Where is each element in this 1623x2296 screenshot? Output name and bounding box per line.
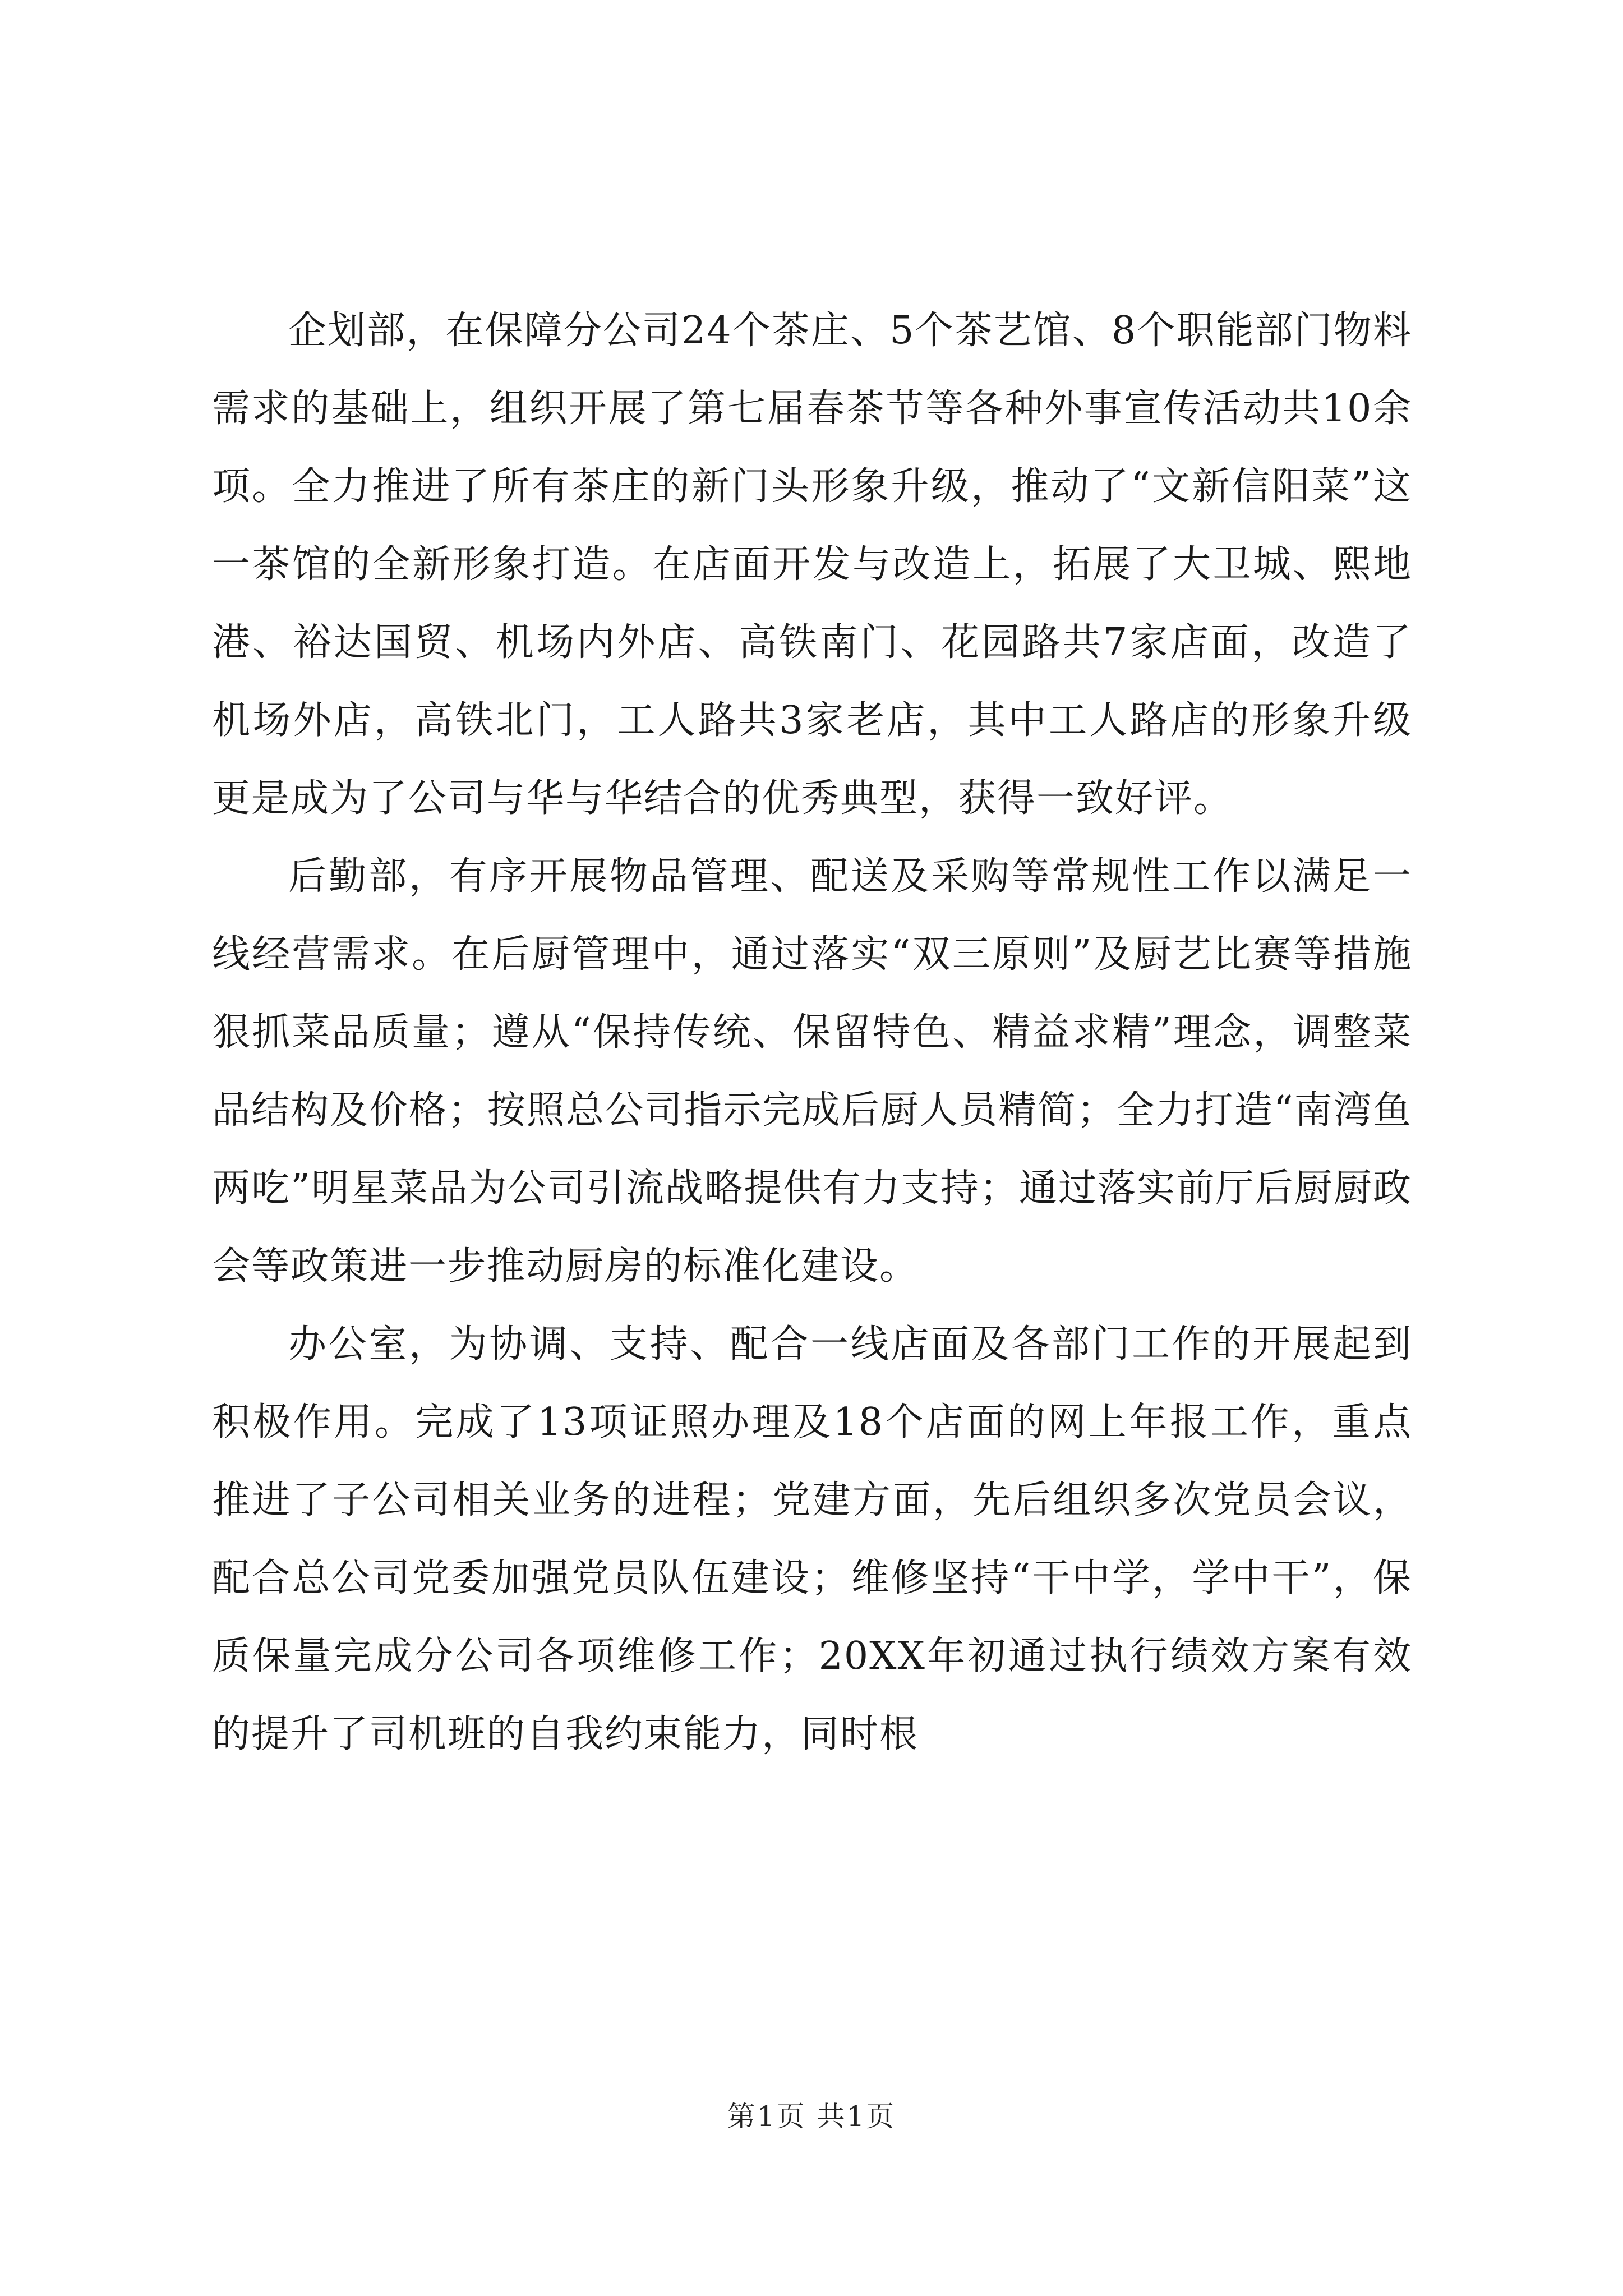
- paragraph-office: 办公室，为协调、支持、配合一线店面及各部门工作的开展起到积极作用。完成了13项证照办理及18个店面的网上年报工作，重点推进了子公司相关业务的进程；党建方面，先后组织多次党员会议，配合总公司党委加强党员队伍建设；维修坚持“干中学，学中干”，保质保量完成分公司各项维修工作；20XX年初通过执行绩效方案有效的提升了司机班的自我约束能力，同时根: [212, 1322, 1412, 1756]
- page-number-footer: 第1页 共1页: [727, 2100, 896, 2133]
- paragraph-planning-department: 企划部，在保障分公司24个茶庄、5个茶艺馆、8个职能部门物料需求的基础上，组织开展了第七届春茶节等各种外事宣传活动共10余项。全力推进了所有茶庄的新门头形象升级，推动了“文新信阳菜”这一茶馆的全新形象打造。在店面开发与改造上，拓展了大卫城、熙地港、裕达国贸、机场内外店、高铁南门、花园路共7家店面，改造了机场外店，高铁北门，工人路共3家老店，其中工人路店的形象升级更是成为了公司与华与华结合的优秀典型，获得一致好评。: [212, 309, 1412, 821]
- paragraph-logistics-department: 后勤部，有序开展物品管理、配送及采购等常规性工作以满足一线经营需求。在后厨管理中，通过落实“双三原则”及厨艺比赛等措施狠抓菜品质量；遵从“保持传统、保留特色、精益求精”理念，调整菜品结构及价格；按照总公司指示完成后厨人员精简；全力打造“南湾鱼两吃”明星菜品为公司引流战略提供有力支持；通过落实前厅后厨厨政会等政策进一步推动厨房的标准化建设。: [212, 854, 1412, 1289]
- document-body: [212, 292, 1412, 1773]
